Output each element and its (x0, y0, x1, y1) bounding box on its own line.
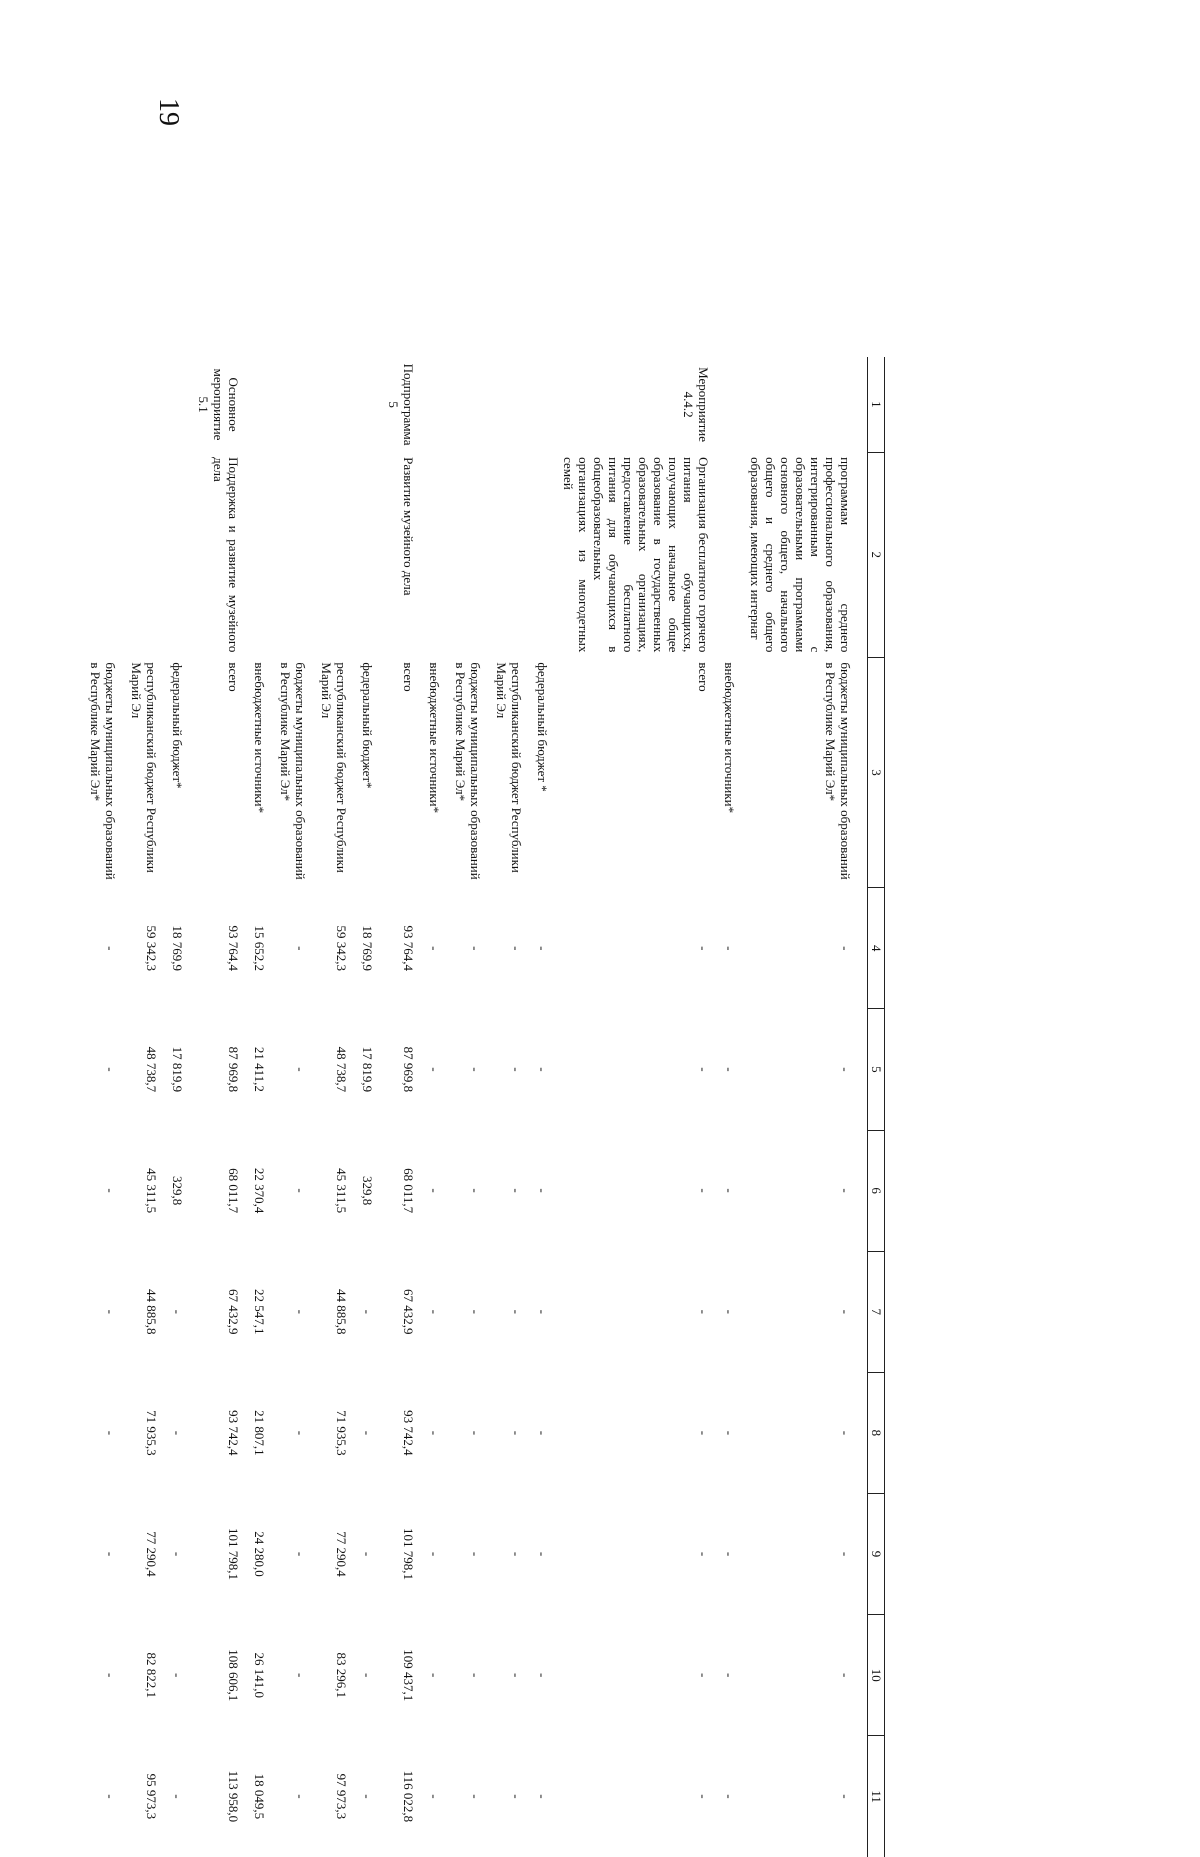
table-row (353, 357, 379, 1857)
table-row (271, 357, 312, 1857)
row-value: 17 819,9 (170, 1046, 185, 1093)
row-value: - (722, 1794, 737, 1799)
row-value: 71 935,3 (334, 1410, 349, 1456)
row-value: - (535, 1673, 550, 1678)
row-value: - (535, 1430, 550, 1436)
row-value: 24 280,0 (252, 1531, 267, 1577)
column-header: 1 (868, 357, 885, 452)
row-value: - (468, 946, 483, 951)
row-value: - (427, 1067, 442, 1072)
row-value: 67 432,9 (401, 1288, 416, 1335)
row-source: бюджеты муниципальных образований в Республике Марий Эл* (453, 662, 483, 880)
row-value: 48 738,7 (144, 1046, 159, 1093)
row-value: 109 437,1 (401, 1649, 416, 1702)
row-value: - (722, 1188, 737, 1193)
row-code (81, 357, 122, 452)
row-value: 87 969,8 (401, 1046, 416, 1093)
row-value: - (293, 1551, 308, 1557)
row-value: - (293, 1430, 308, 1436)
row-value: - (468, 1794, 483, 1799)
row-value: 45 311,5 (334, 1168, 349, 1214)
row-value: - (427, 1551, 442, 1557)
row-value: - (468, 1430, 483, 1436)
row-name: Поддержка и развитие музейного дела (211, 457, 241, 653)
row-source: бюджеты муниципальных образований в Республике Марий Эл* (823, 662, 853, 880)
row-value: - (696, 1673, 711, 1678)
row-code (741, 357, 857, 452)
row-value: - (468, 1673, 483, 1678)
row-name (122, 452, 163, 657)
row-value: - (427, 1309, 442, 1314)
row-value: - (509, 1551, 524, 1557)
row-value: 22 370,4 (252, 1167, 267, 1214)
table-header-row (868, 357, 885, 1857)
row-name: программам среднего профессионального образования, интегрированным с образовательными программами основного общего, начального общего и среднего общего образования, имеющих интернат (748, 457, 853, 653)
column-header: 7 (868, 1251, 885, 1372)
row-source: федеральный бюджет* (170, 662, 185, 789)
column-header: 2 (868, 452, 885, 657)
row-source: республиканский бюджет Республики Марий Эл (129, 662, 159, 873)
row-value: 97 973,3 (334, 1773, 349, 1820)
row-value: 83 296,1 (334, 1652, 349, 1698)
row-value: 329,8 (170, 1175, 185, 1206)
row-value: - (103, 1188, 118, 1193)
row-value: 93 764,4 (226, 925, 241, 972)
row-value: - (170, 1794, 185, 1799)
row-value: 101 798,1 (401, 1528, 416, 1581)
row-source: федеральный бюджет* (360, 662, 375, 789)
row-value: - (468, 1309, 483, 1314)
row-value: - (838, 1067, 853, 1072)
row-value: - (468, 1188, 483, 1193)
budget-table (81, 357, 885, 1857)
row-source: внебюджетные источники* (722, 662, 737, 814)
row-value: 17 819,9 (360, 1046, 375, 1093)
row-code (528, 357, 554, 452)
row-source: всего (226, 662, 241, 692)
row-value: 68 011,7 (401, 1168, 416, 1214)
row-value: - (427, 1673, 442, 1678)
row-value: - (838, 1673, 853, 1678)
row-value: - (103, 1309, 118, 1314)
row-source: республиканский бюджет Республики Марий Эл (319, 662, 349, 873)
row-value: - (170, 1673, 185, 1678)
row-value: - (535, 1309, 550, 1314)
table-row (487, 357, 528, 1857)
row-value: 44 885,8 (334, 1288, 349, 1335)
row-value: - (696, 1430, 711, 1436)
table-row (446, 357, 487, 1857)
row-value: - (103, 1551, 118, 1557)
row-value: 87 969,8 (226, 1046, 241, 1093)
row-value: - (535, 1188, 550, 1193)
table-row (741, 357, 857, 1857)
row-value: - (535, 1067, 550, 1072)
row-value: - (509, 1067, 524, 1072)
row-value: 15 652,2 (252, 925, 267, 972)
row-value: 82 822,1 (144, 1652, 159, 1698)
row-name (163, 452, 189, 657)
row-source: федеральный бюджет * (535, 662, 550, 792)
row-value: 68 011,7 (226, 1168, 241, 1214)
row-source: всего (401, 662, 416, 692)
row-value: - (293, 1794, 308, 1799)
row-value: - (170, 1309, 185, 1314)
row-value: - (509, 946, 524, 951)
row-value: 48 738,7 (334, 1046, 349, 1093)
row-value: 18 769,9 (360, 925, 375, 972)
row-value: - (103, 1673, 118, 1678)
row-value: 95 973,3 (144, 1773, 159, 1820)
table-row (163, 357, 189, 1857)
column-header: 3 (868, 657, 885, 887)
row-value: - (468, 1551, 483, 1557)
row-value: - (360, 1794, 375, 1799)
table-row (81, 357, 122, 1857)
table-row (312, 357, 353, 1857)
row-value: - (360, 1309, 375, 1314)
row-code (271, 357, 312, 452)
row-value: - (360, 1673, 375, 1678)
row-value: - (103, 946, 118, 951)
row-name: Организация бесплатного горячего питания обучающихся, получающих начальное общее образование в государственных образовательных организациях, предоставление бесплатного питания для обучающихся в общеобразовательных организациях из многодетных семей (561, 457, 711, 653)
row-value: - (509, 1188, 524, 1193)
row-value: 26 141,0 (252, 1652, 267, 1698)
row-value: - (696, 1188, 711, 1193)
row-value: - (535, 946, 550, 951)
row-value: 77 290,4 (334, 1531, 349, 1577)
row-code (312, 357, 353, 452)
row-source: республиканский бюджет Республики Марий Эл (494, 662, 524, 873)
row-value: - (103, 1430, 118, 1436)
row-value: 108 606,1 (226, 1649, 241, 1702)
row-source: бюджеты муниципальных образований в Республике Марий Эл* (278, 662, 308, 880)
row-value: - (103, 1794, 118, 1799)
row-source: внебюджетные источники* (427, 662, 442, 814)
row-name (446, 452, 487, 657)
row-value: - (722, 1673, 737, 1678)
row-value: - (427, 1794, 442, 1799)
row-value: 22 547,1 (252, 1288, 267, 1335)
column-header: 9 (868, 1493, 885, 1614)
row-value: 45 311,5 (144, 1168, 159, 1214)
row-value: 18 769,9 (170, 925, 185, 972)
row-value: - (838, 1794, 853, 1799)
row-name (528, 452, 554, 657)
table-row (554, 357, 715, 1857)
column-header: 5 (868, 1009, 885, 1130)
column-header: 11 (868, 1736, 885, 1857)
row-value: - (838, 1309, 853, 1314)
row-value: - (722, 946, 737, 951)
row-value: 116 022,8 (401, 1770, 416, 1823)
row-value: - (293, 946, 308, 951)
row-value: 59 342,3 (144, 925, 159, 972)
row-value: - (722, 1551, 737, 1557)
row-value: 21 411,2 (252, 1046, 267, 1092)
row-value: 113 958,0 (226, 1770, 241, 1823)
row-value: - (696, 1794, 711, 1799)
row-source: всего (696, 662, 711, 692)
table-row (528, 357, 554, 1857)
table-row (379, 357, 420, 1857)
row-code (446, 357, 487, 452)
row-name (81, 452, 122, 657)
row-value: - (838, 1188, 853, 1193)
row-value: - (838, 1551, 853, 1557)
table-row (245, 357, 271, 1857)
table-row (189, 357, 245, 1857)
row-value: - (696, 946, 711, 951)
row-value: 18 049,5 (252, 1773, 267, 1820)
page-number: 19 (153, 98, 184, 126)
column-header: 8 (868, 1372, 885, 1493)
row-value: - (722, 1309, 737, 1314)
row-name (271, 452, 312, 657)
row-value: - (360, 1551, 375, 1557)
row-value: - (838, 946, 853, 951)
row-value: - (427, 946, 442, 951)
row-value: - (468, 1067, 483, 1072)
row-code (245, 357, 271, 452)
row-value: - (293, 1188, 308, 1193)
row-value: - (722, 1430, 737, 1436)
row-code: Основное мероприятие 5.1 (196, 368, 241, 441)
row-value: 93 742,4 (226, 1410, 241, 1456)
row-value: - (838, 1430, 853, 1436)
table-row (420, 357, 446, 1857)
row-value: 93 764,4 (401, 925, 416, 972)
row-name (487, 452, 528, 657)
row-value: - (509, 1673, 524, 1678)
row-name (715, 452, 741, 657)
row-value: 21 807,1 (252, 1410, 267, 1456)
table-body (81, 357, 868, 1857)
row-value: 101 798,1 (226, 1528, 241, 1581)
row-value: - (509, 1794, 524, 1799)
row-name (353, 452, 379, 657)
row-code (122, 357, 163, 452)
row-code (353, 357, 379, 452)
row-source: бюджеты муниципальных образований в Республике Марий Эл* (88, 662, 118, 880)
row-name (312, 452, 353, 657)
row-value: 71 935,3 (144, 1410, 159, 1456)
row-value: - (360, 1430, 375, 1436)
row-value: - (535, 1794, 550, 1799)
row-value: 44 885,8 (144, 1288, 159, 1335)
row-value: - (170, 1551, 185, 1557)
column-header: 6 (868, 1130, 885, 1251)
table-row (122, 357, 163, 1857)
row-value: 329,8 (360, 1175, 375, 1206)
row-value: 93 742,4 (401, 1410, 416, 1456)
row-name (420, 452, 446, 657)
column-header: 10 (868, 1615, 885, 1736)
row-name (245, 452, 271, 657)
row-name: Развитие музейного дела (401, 457, 416, 596)
row-code: Мероприятие 4.4.2 (681, 367, 711, 443)
row-code (420, 357, 446, 452)
row-value: - (696, 1067, 711, 1072)
row-code: Подпрограмма 5 (386, 363, 416, 446)
row-code (163, 357, 189, 452)
row-value: 67 432,9 (226, 1288, 241, 1335)
row-value: - (722, 1067, 737, 1072)
row-value: - (293, 1067, 308, 1072)
row-value: - (103, 1067, 118, 1072)
row-value: - (427, 1430, 442, 1436)
row-value: - (293, 1309, 308, 1314)
row-value: - (509, 1430, 524, 1436)
row-value: - (535, 1551, 550, 1557)
row-value: - (427, 1188, 442, 1193)
row-code (715, 357, 741, 452)
table-row (715, 357, 741, 1857)
row-value: - (696, 1309, 711, 1314)
row-value: - (509, 1309, 524, 1314)
row-code (487, 357, 528, 452)
row-value: 77 290,4 (144, 1531, 159, 1577)
row-value: - (696, 1551, 711, 1557)
row-source: внебюджетные источники* (252, 662, 267, 814)
row-value: 59 342,3 (334, 925, 349, 972)
rotated-page (0, 357, 885, 1857)
row-value: - (293, 1673, 308, 1678)
column-header: 4 (868, 888, 885, 1009)
row-value: - (170, 1430, 185, 1436)
